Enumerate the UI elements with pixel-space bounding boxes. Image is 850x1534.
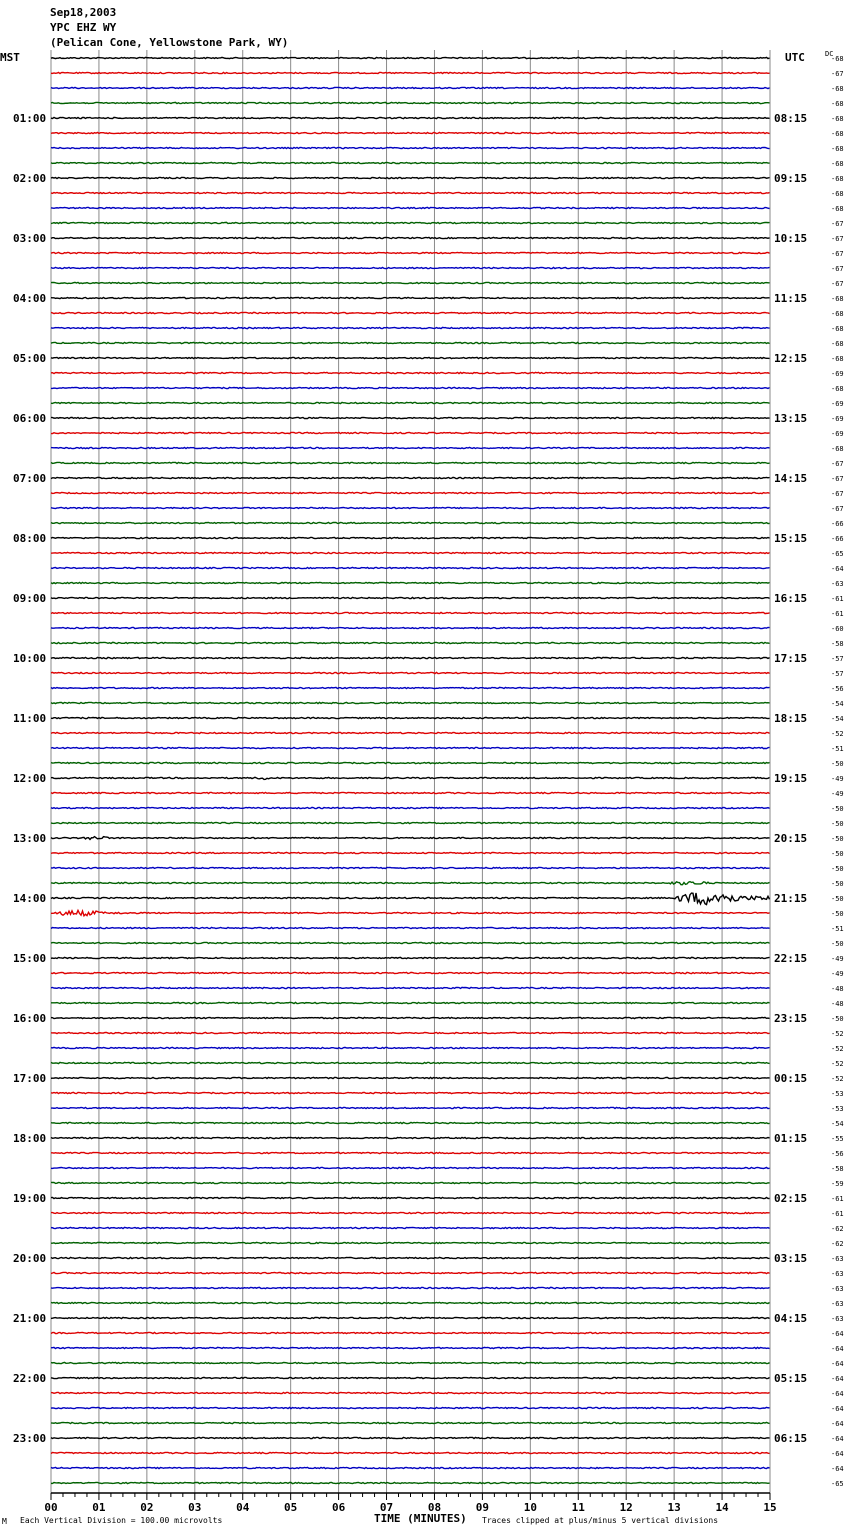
seismic-trace bbox=[51, 732, 770, 733]
seismic-trace bbox=[51, 852, 770, 853]
seismic-trace bbox=[51, 567, 770, 568]
utc-hour-label: 20:15 bbox=[774, 832, 808, 845]
seismic-trace bbox=[51, 1422, 770, 1423]
utc-hour-label: 13:15 bbox=[774, 412, 808, 425]
seismic-trace bbox=[51, 657, 770, 658]
dc-offset-label: -50 bbox=[831, 820, 844, 828]
dc-offset-label: -68 bbox=[831, 145, 844, 153]
mst-labels bbox=[13, 112, 46, 1445]
seismic-trace bbox=[51, 1092, 770, 1093]
dc-offset-label: -67 bbox=[831, 220, 844, 228]
x-tick-label: 15 bbox=[763, 1501, 777, 1514]
seismic-trace bbox=[51, 372, 770, 373]
dc-offset-label: -58 bbox=[831, 640, 844, 648]
utc-hour-label: 19:15 bbox=[774, 772, 808, 785]
dc-offset-label: -61 bbox=[831, 610, 844, 618]
dc-offset-label: -61 bbox=[831, 1195, 844, 1203]
dc-offset-label: -50 bbox=[831, 910, 844, 918]
dc-offset-label: -62 bbox=[831, 1225, 844, 1233]
dc-offset-label: -68 bbox=[831, 310, 844, 318]
dc-offset-labels bbox=[831, 55, 844, 1488]
seismic-trace bbox=[51, 387, 770, 388]
seismic-trace bbox=[51, 1287, 770, 1288]
seismic-trace bbox=[51, 522, 770, 523]
mst-hour-label: 04:00 bbox=[13, 292, 47, 305]
dc-offset-label: -60 bbox=[831, 625, 844, 633]
seismic-trace bbox=[51, 72, 770, 73]
x-tick-label: 00 bbox=[44, 1501, 58, 1514]
dc-offset-label: -69 bbox=[831, 370, 844, 378]
mst-hour-label: 01:00 bbox=[13, 112, 47, 125]
dc-offset-label: -50 bbox=[831, 850, 844, 858]
dc-offset-label: -50 bbox=[831, 1015, 844, 1023]
seismic-trace bbox=[51, 1227, 770, 1228]
seismic-trace bbox=[51, 717, 770, 718]
mst-hour-label: 20:00 bbox=[13, 1252, 47, 1265]
seismic-trace bbox=[51, 747, 770, 748]
x-tick-label: 11 bbox=[571, 1501, 585, 1514]
seismic-trace bbox=[51, 1257, 770, 1258]
x-tick-label: 03 bbox=[188, 1501, 202, 1514]
dc-offset-label: -48 bbox=[831, 1000, 844, 1008]
station-label: YPC EHZ WY bbox=[50, 21, 117, 34]
mst-hour-label: 10:00 bbox=[13, 652, 47, 665]
dc-offset-label: -64 bbox=[831, 1390, 844, 1398]
seismic-trace bbox=[51, 117, 770, 118]
utc-hour-label: 17:15 bbox=[774, 652, 808, 665]
x-tick-label: 01 bbox=[92, 1501, 106, 1514]
seismic-trace bbox=[51, 537, 770, 538]
dc-offset-label: -55 bbox=[831, 1135, 844, 1143]
seismic-trace bbox=[51, 1047, 770, 1048]
mst-hour-label: 15:00 bbox=[13, 952, 47, 965]
dc-offset-label: -48 bbox=[831, 985, 844, 993]
seismic-trace bbox=[51, 1032, 770, 1033]
dc-offset-label: -49 bbox=[831, 790, 844, 798]
dc-offset-label: -64 bbox=[831, 1360, 844, 1368]
seismic-trace bbox=[51, 777, 770, 779]
mst-hour-label: 13:00 bbox=[13, 832, 47, 845]
seismic-trace bbox=[51, 1272, 770, 1273]
mst-hour-label: 18:00 bbox=[13, 1132, 47, 1145]
dc-offset-label: -50 bbox=[831, 835, 844, 843]
mst-hour-label: 21:00 bbox=[13, 1312, 47, 1325]
dc-offset-label: -63 bbox=[831, 1270, 844, 1278]
dc-offset-label: -64 bbox=[831, 1375, 844, 1383]
dc-offset-label: -56 bbox=[831, 685, 844, 693]
dc-offset-label: -64 bbox=[831, 565, 844, 573]
x-axis bbox=[44, 1493, 776, 1514]
dc-offset-label: -64 bbox=[831, 1450, 844, 1458]
seismic-trace bbox=[51, 837, 770, 840]
seismic-trace bbox=[51, 267, 770, 268]
x-tick-label: 12 bbox=[619, 1501, 633, 1514]
dc-offset-label: -64 bbox=[831, 1330, 844, 1338]
x-tick-label: 02 bbox=[140, 1501, 154, 1514]
dc-offset-label: -63 bbox=[831, 1300, 844, 1308]
mst-hour-label: 23:00 bbox=[13, 1432, 47, 1445]
seismic-trace bbox=[51, 147, 770, 148]
utc-hour-label: 09:15 bbox=[774, 172, 808, 185]
utc-hour-label: 12:15 bbox=[774, 352, 808, 365]
mst-hour-label: 17:00 bbox=[13, 1072, 47, 1085]
seismic-trace bbox=[51, 87, 770, 88]
dc-offset-label: -54 bbox=[831, 715, 844, 723]
seismic-trace bbox=[51, 927, 770, 928]
seismic-trace bbox=[51, 1182, 770, 1183]
dc-offset-label: -61 bbox=[831, 595, 844, 603]
dc-offset-label: -67 bbox=[831, 280, 844, 288]
dc-offset-label: -68 bbox=[831, 385, 844, 393]
dc-offset-label: -50 bbox=[831, 865, 844, 873]
seismic-trace bbox=[51, 1077, 770, 1078]
seismic-trace bbox=[51, 357, 770, 358]
seismic-trace bbox=[51, 1122, 770, 1123]
seismic-trace bbox=[51, 252, 770, 253]
utc-hour-label: 16:15 bbox=[774, 592, 808, 605]
seismic-trace bbox=[51, 102, 770, 103]
seismic-trace bbox=[51, 807, 770, 808]
seismic-trace bbox=[51, 192, 770, 193]
utc-hour-label: 02:15 bbox=[774, 1192, 808, 1205]
seismic-trace bbox=[51, 672, 770, 673]
seismic-trace bbox=[51, 132, 770, 133]
x-tick-label: 07 bbox=[379, 1501, 394, 1514]
dc-offset-label: -69 bbox=[831, 430, 844, 438]
x-tick-label: 08 bbox=[427, 1501, 442, 1514]
dc-offset-label: -64 bbox=[831, 1345, 844, 1353]
dc-offset-label: -65 bbox=[831, 1480, 844, 1488]
dc-offset-label: -66 bbox=[831, 520, 844, 528]
seismic-trace bbox=[51, 582, 770, 583]
seismic-trace bbox=[51, 1152, 770, 1153]
seismic-trace bbox=[51, 432, 770, 433]
dc-offset-label: -52 bbox=[831, 1060, 844, 1068]
dc-offset-label: -54 bbox=[831, 1120, 844, 1128]
dc-offset-label: -64 bbox=[831, 1465, 844, 1473]
dc-offset-label: -63 bbox=[831, 1255, 844, 1263]
mst-hour-label: 11:00 bbox=[13, 712, 47, 725]
dc-offset-label: -64 bbox=[831, 1420, 844, 1428]
trace-group bbox=[51, 57, 770, 1483]
utc-hour-label: 22:15 bbox=[774, 952, 808, 965]
dc-offset-label: -49 bbox=[831, 970, 844, 978]
seismic-trace bbox=[51, 910, 770, 915]
seismic-trace bbox=[51, 1437, 770, 1438]
dc-offset-label: -68 bbox=[831, 205, 844, 213]
utc-hour-label: 00:15 bbox=[774, 1072, 808, 1085]
dc-offset-label: -57 bbox=[831, 655, 844, 663]
utc-hour-label: 03:15 bbox=[774, 1252, 808, 1265]
dc-offset-label: -68 bbox=[831, 325, 844, 333]
seismic-trace bbox=[51, 867, 770, 868]
dc-offset-label: -64 bbox=[831, 1405, 844, 1413]
dc-offset-label: -54 bbox=[831, 700, 844, 708]
seismic-trace bbox=[51, 1062, 770, 1063]
seismic-trace bbox=[51, 162, 770, 163]
seismic-trace bbox=[51, 477, 770, 478]
seismic-trace bbox=[51, 1482, 770, 1483]
seismic-trace bbox=[51, 957, 770, 958]
clip-note: Traces clipped at plus/minus 5 vertical divisions bbox=[482, 1516, 719, 1525]
mst-hour-label: 05:00 bbox=[13, 352, 47, 365]
seismic-trace bbox=[51, 312, 770, 313]
dc-offset-label: -50 bbox=[831, 895, 844, 903]
dc-offset-label: -67 bbox=[831, 460, 844, 468]
seismic-trace bbox=[51, 1302, 770, 1303]
dc-offset-label: -68 bbox=[831, 85, 844, 93]
dc-offset-label: -61 bbox=[831, 1210, 844, 1218]
utc-hour-label: 05:15 bbox=[774, 1372, 808, 1385]
utc-hour-label: 10:15 bbox=[774, 232, 808, 245]
seismic-trace bbox=[51, 942, 770, 943]
dc-offset-label: -67 bbox=[831, 490, 844, 498]
seismic-trace bbox=[51, 1392, 770, 1393]
utc-hour-label: 11:15 bbox=[774, 292, 808, 305]
dc-offset-label: -68 bbox=[831, 130, 844, 138]
dc-offset-label: -68 bbox=[831, 175, 844, 183]
seismic-trace bbox=[51, 1167, 770, 1168]
utc-labels bbox=[774, 112, 807, 1445]
dc-offset-label: -67 bbox=[831, 235, 844, 243]
dc-offset-label: -59 bbox=[831, 1180, 844, 1188]
utc-hour-label: 01:15 bbox=[774, 1132, 808, 1145]
seismic-trace bbox=[51, 1317, 770, 1318]
utc-hour-label: 23:15 bbox=[774, 1012, 808, 1025]
dc-offset-label: -52 bbox=[831, 1045, 844, 1053]
dc-offset-label: -64 bbox=[831, 1435, 844, 1443]
x-tick-label: 04 bbox=[236, 1501, 250, 1514]
seismic-trace bbox=[51, 57, 770, 58]
dc-offset-label: -63 bbox=[831, 1315, 844, 1323]
dc-offset-label: -67 bbox=[831, 70, 844, 78]
dc-offset-label: -66 bbox=[831, 535, 844, 543]
dc-offset-label: -49 bbox=[831, 955, 844, 963]
x-tick-label: 09 bbox=[475, 1501, 490, 1514]
mst-hour-label: 09:00 bbox=[13, 592, 47, 605]
location-label: (Pelican Cone, Yellowstone Park, WY) bbox=[50, 36, 289, 49]
seismic-trace bbox=[51, 1452, 770, 1453]
seismic-trace bbox=[51, 222, 770, 223]
mst-hour-label: 03:00 bbox=[13, 232, 47, 245]
seismic-trace bbox=[51, 1467, 770, 1468]
seismic-trace bbox=[51, 1107, 770, 1108]
dc-offset-label: -56 bbox=[831, 1150, 844, 1158]
seismic-trace bbox=[51, 297, 770, 298]
dc-offset-label: -62 bbox=[831, 1240, 844, 1248]
mst-hour-label: 02:00 bbox=[13, 172, 47, 185]
seismic-trace bbox=[51, 237, 770, 238]
seismic-trace bbox=[51, 1212, 770, 1213]
seismic-trace bbox=[51, 1407, 770, 1408]
footer-mark: M bbox=[2, 1517, 7, 1526]
dc-offset-label: -67 bbox=[831, 250, 844, 258]
dc-offset-label: -67 bbox=[831, 265, 844, 273]
mst-hour-label: 12:00 bbox=[13, 772, 47, 785]
seismic-trace bbox=[51, 612, 770, 613]
seismic-trace bbox=[51, 702, 770, 703]
seismic-trace bbox=[51, 822, 770, 823]
seismic-trace bbox=[51, 792, 770, 793]
dc-offset-label: -63 bbox=[831, 1285, 844, 1293]
dc-offset-label: -58 bbox=[831, 1165, 844, 1173]
x-tick-label: 06 bbox=[331, 1501, 346, 1514]
x-tick-label: 05 bbox=[284, 1501, 298, 1514]
scale-note: Each Vertical Division = 100.00 microvolts bbox=[20, 1516, 223, 1525]
mst-hour-label: 19:00 bbox=[13, 1192, 47, 1205]
seismic-trace bbox=[51, 687, 770, 688]
seismic-trace bbox=[51, 762, 770, 763]
seismic-trace bbox=[51, 1332, 770, 1333]
seismic-trace bbox=[51, 1197, 770, 1198]
seismic-trace bbox=[51, 642, 770, 643]
seismic-trace bbox=[51, 597, 770, 598]
utc-hour-label: 15:15 bbox=[774, 532, 808, 545]
x-axis-title: TIME (MINUTES) bbox=[374, 1512, 467, 1525]
seismic-trace bbox=[51, 327, 770, 328]
dc-offset-label: -68 bbox=[831, 340, 844, 348]
dc-offset-label: -57 bbox=[831, 670, 844, 678]
dc-offset-label: -69 bbox=[831, 400, 844, 408]
mst-hour-label: 06:00 bbox=[13, 412, 47, 425]
dc-offset-label: -50 bbox=[831, 760, 844, 768]
dc-offset-label: -68 bbox=[831, 115, 844, 123]
mst-hour-label: 08:00 bbox=[13, 532, 47, 545]
left-timezone-label: MST bbox=[0, 51, 20, 64]
dc-offset-label: -67 bbox=[831, 505, 844, 513]
date-label: Sep18,2003 bbox=[50, 6, 117, 19]
dc-offset-label: -52 bbox=[831, 730, 844, 738]
dc-offset-label: -67 bbox=[831, 475, 844, 483]
seismic-trace bbox=[51, 177, 770, 178]
seismic-trace bbox=[51, 882, 770, 885]
right-timezone-label: UTC bbox=[785, 51, 805, 64]
utc-hour-label: 08:15 bbox=[774, 112, 808, 125]
seismic-trace bbox=[51, 417, 770, 418]
mst-hour-label: 14:00 bbox=[13, 892, 47, 905]
mst-hour-label: 22:00 bbox=[13, 1372, 47, 1385]
seismic-trace bbox=[51, 972, 770, 973]
dc-header-label: DC bbox=[825, 50, 834, 58]
seismic-trace bbox=[51, 1377, 770, 1378]
dc-offset-label: -68 bbox=[831, 160, 844, 168]
seismic-trace bbox=[51, 507, 770, 508]
dc-offset-label: -63 bbox=[831, 580, 844, 588]
seismic-trace bbox=[51, 893, 770, 905]
dc-offset-label: -69 bbox=[831, 415, 844, 423]
x-tick-label: 10 bbox=[523, 1501, 537, 1514]
mst-hour-label: 16:00 bbox=[13, 1012, 47, 1025]
grid bbox=[51, 50, 770, 1493]
dc-offset-label: -50 bbox=[831, 805, 844, 813]
dc-offset-label: -68 bbox=[831, 355, 844, 363]
dc-offset-label: -68 bbox=[831, 100, 844, 108]
dc-offset-label: -65 bbox=[831, 550, 844, 558]
seismic-trace bbox=[51, 447, 770, 448]
mst-hour-label: 07:00 bbox=[13, 472, 47, 485]
x-tick-label: 14 bbox=[715, 1501, 729, 1514]
dc-offset-label: -53 bbox=[831, 1090, 844, 1098]
seismic-trace bbox=[51, 552, 770, 553]
seismic-trace bbox=[51, 402, 770, 403]
utc-hour-label: 21:15 bbox=[774, 892, 808, 905]
seismic-trace bbox=[51, 1017, 770, 1018]
seismic-trace bbox=[51, 282, 770, 283]
dc-offset-label: -68 bbox=[831, 55, 844, 63]
dc-offset-label: -68 bbox=[831, 295, 844, 303]
seismic-trace bbox=[51, 627, 770, 628]
dc-offset-label: -51 bbox=[831, 925, 844, 933]
seismic-trace bbox=[51, 1242, 770, 1243]
dc-offset-label: -52 bbox=[831, 1030, 844, 1038]
dc-offset-label: -50 bbox=[831, 880, 844, 888]
seismic-trace bbox=[51, 342, 770, 343]
utc-hour-label: 14:15 bbox=[774, 472, 808, 485]
utc-hour-label: 04:15 bbox=[774, 1312, 808, 1325]
seismic-trace bbox=[51, 492, 770, 493]
utc-hour-label: 06:15 bbox=[774, 1432, 808, 1445]
dc-offset-label: -53 bbox=[831, 1105, 844, 1113]
seismic-trace bbox=[51, 462, 770, 463]
dc-offset-label: -49 bbox=[831, 775, 844, 783]
dc-offset-label: -68 bbox=[831, 445, 844, 453]
seismic-trace bbox=[51, 1002, 770, 1003]
dc-offset-label: -51 bbox=[831, 745, 844, 753]
dc-offset-label: -50 bbox=[831, 940, 844, 948]
seismic-trace bbox=[51, 1137, 770, 1138]
seismic-trace bbox=[51, 1362, 770, 1363]
x-tick-label: 13 bbox=[667, 1501, 681, 1514]
dc-offset-label: -68 bbox=[831, 190, 844, 198]
seismic-trace bbox=[51, 987, 770, 988]
dc-offset-label: -52 bbox=[831, 1075, 844, 1083]
seismic-trace bbox=[51, 1347, 770, 1348]
utc-hour-label: 18:15 bbox=[774, 712, 808, 725]
seismic-trace bbox=[51, 207, 770, 208]
